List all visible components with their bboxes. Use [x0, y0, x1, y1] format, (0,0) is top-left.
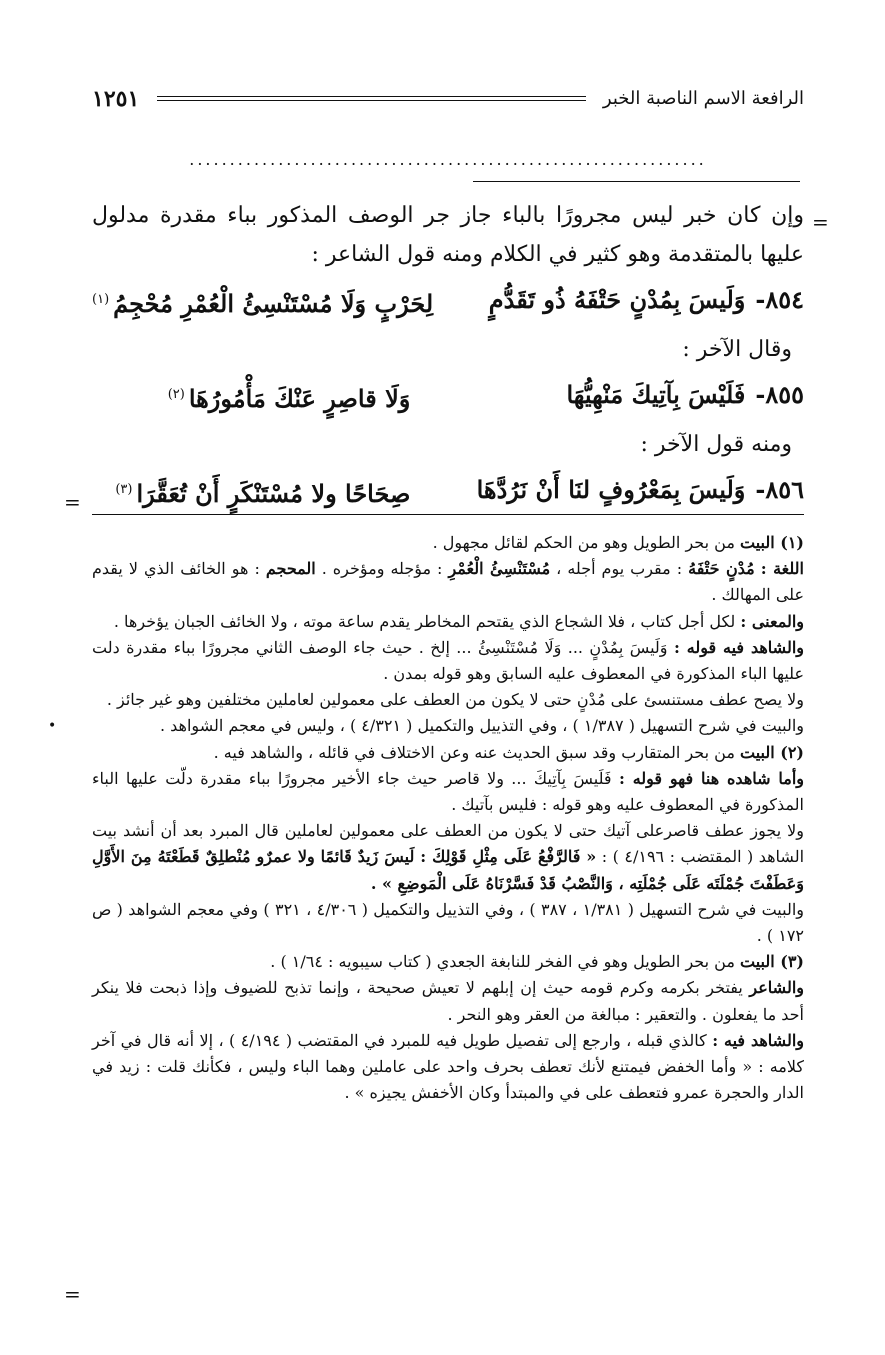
- verse-number: ٨٥٦-: [755, 475, 804, 504]
- footnotes: [92, 530, 804, 1106]
- note-label: (٢) البيت: [740, 742, 804, 762]
- verse-number: ٨٥٤-: [755, 285, 804, 314]
- verse-number: ٨٥٥-: [755, 380, 804, 409]
- note-text: يفتخر بكرمه وكرم قومه حيث إن إبلهم لا تعيش صحيحة ، وإنما تذبح للضيوف وإذا ذبحت فلا ينكر أحد ما يفعلون . والتعقير : مبالغة من العقر وهو النحر .: [92, 978, 804, 1024]
- footnote-2-sources: والبيت في شرح التسهيل ( ١/٣٨١ ، ٣٨٧ ) ، وفي التذييل والتكميل ( ٤/٣٠٦ ، ٣٢١ ) وفي معجم الشواهد ( ص ١٧٢ ) .: [92, 899, 804, 946]
- page-number: ١٢٥١: [92, 86, 140, 112]
- verse-hemistich-2-text: لِحَرْبٍ وَلَا مُسْتَنْسِئُ الْعُمْرِ مُحْجِمُ: [113, 289, 434, 318]
- footnote-2-paragraph: [92, 818, 804, 897]
- note-label: والشاعر: [749, 978, 804, 998]
- note-text: : مؤجله ومؤخره .: [321, 559, 443, 579]
- footnote-2-witness: [92, 766, 804, 818]
- note-label: وأما شاهده هنا فهو قوله :: [618, 768, 805, 788]
- verse-hemistich-2: [92, 464, 430, 520]
- verse-hemistich-1: وَلَيسَ بِمُدْنٍ حَتْفَهُ ذُو تَقَدُّمٍ: [488, 285, 746, 314]
- note-label: (١) البيت: [740, 533, 804, 552]
- note-text: فَلَيسَ بِآتِيكَ ... ولا قاصر حيث جاء الأخير مجرورًا بباء مقدرة دلّت عليها الباء المذكورة في المعطوف عليه وهو قوله : فليس بآتيك .: [92, 768, 804, 815]
- footnote-3-intro: [92, 949, 804, 975]
- note-label: والمعنى :: [740, 611, 804, 631]
- footnote-1-paragraph: ولا يصح عطف مستنسئ على مُدْنٍ حتى لا يكون من العطف على معمولين لعاملين مختلفين وهو غير جائز .: [106, 690, 804, 710]
- verse-hemistich-2: [92, 274, 453, 330]
- margin-dot: •: [48, 718, 57, 734]
- footnote-3-poet: [92, 975, 804, 1027]
- footnote-1-meaning: [92, 609, 804, 635]
- narration-line: وقال الآخر :: [682, 337, 792, 362]
- margin-mark-top-right: =: [812, 210, 829, 234]
- intro-paragraph: وإن كان خبر ليس مجرورًا بالباء جاز جر الوصف المذكور بباء مقدرة مدلول عليها بالمتقدمة وهو كثير في الكلام ومنه قول الشاعر :: [92, 203, 804, 267]
- footnote-ref: (٣): [115, 482, 133, 497]
- footnote-rule: [92, 514, 804, 515]
- verse-hemistich-2-text: صِحَاحًا ولا مُسْتَنْكَرٍ أَنْ تُعَقَّرَا: [136, 479, 411, 508]
- note-label: اللغة :: [760, 559, 805, 579]
- note-term: مُدْنٍ حَتْفَهُ: [688, 559, 755, 579]
- margin-mark-bottom-left: =: [64, 1282, 81, 1306]
- narration-line: ومنه قول الآخر :: [640, 432, 792, 457]
- note-quote: « فَالرَّفْعُ عَلَى مِثْلِ قَوْلِكَ : لَيسَ زَيدٌ قَائمًا ولا عمرٌو مُنْطلِقٌ قَطَعْتَهُ مِنَ الأَوَّلِ وَعَطَفْتَ جُمْلَتَه عَلَى جُمْلَتِه ، وَالنَّصْبُ قَدْ فَسَّرْنَاهُ عَلَى الْمَوضِعِ » .: [92, 847, 804, 893]
- footnote-1-witness: [92, 635, 804, 687]
- footnote-1-intro: [92, 530, 804, 556]
- note-label: والشاهد فيه :: [712, 1030, 805, 1050]
- running-header: [92, 84, 804, 114]
- margin-mark-mid-left: =: [64, 490, 81, 514]
- note-text: ولا يجوز عطف قاصرعلى آتيك حتى لا يكون من العطف على معمولين لعاملين قال المبرد بعد أن أنشد بيت الشاهد ( المقتضب : ٤/١٩٦ ) :: [92, 821, 805, 867]
- note-term: المحجم: [265, 559, 316, 579]
- verse-856: [92, 464, 804, 520]
- note-text: وَلَيسَ بِمُدْنٍ ... وَلَا مُسْتَنْسِئُ ... إلخ . حيث جاء الوصف الثاني مجرورًا بباء مقدرة دلت عليها الباء المذكورة في المعطوف عليه السابق وهو قوله بمدن .: [92, 637, 804, 684]
- footnote-1-lugha: [92, 556, 804, 608]
- note-text: لكل أجل كتاب ، فلا الشجاع الذي يقتحم المخاطر يقدم ساعة موته ، ولا الخائف الجبان يؤخرها .: [113, 611, 736, 631]
- note-text: من بحر الطويل وهو من الحكم لقائل مجهول .: [432, 533, 735, 552]
- note-text: : هو الخائف الذي لا يقدم على المهالك .: [92, 559, 804, 605]
- note-text: من بحر المتقارب وقد سبق الحديث عنه وعن الاختلاف في قائله ، والشاهد فيه .: [213, 742, 735, 762]
- footnote-ref: (١): [92, 292, 110, 307]
- main-text: [92, 196, 804, 520]
- verse-hemistich-2: [92, 369, 430, 425]
- note-label: (٣) البيت: [740, 952, 804, 972]
- footnote-2-intro: [92, 740, 804, 766]
- header-rule: [157, 96, 586, 101]
- footnote-1-sources: والبيت في شرح التسهيل ( ١/٣٨٧ ) ، وفي التذييل والتكميل ( ٤/٣٢١ ) ، وليس في معجم الشواهد .: [159, 716, 804, 736]
- verse-hemistich-1: فَلَيْسَ بِآتِيكَ مَنْهِيُّهَا: [566, 380, 746, 409]
- note-text: من بحر الطويل وهو في الفخر للنابغة الجعدي ( كتاب سيبويه : ١/٦٤ ) .: [270, 952, 735, 972]
- note-term: مُسْتَنْسِئُ الْعُمْرِ: [448, 559, 551, 579]
- note-label: والشاهد فيه قوله :: [673, 637, 805, 657]
- verse-854: [92, 274, 804, 330]
- note-text: : مقرب يوم أجله ،: [556, 559, 683, 579]
- footnote-3-witness: [92, 1028, 804, 1107]
- verse-hemistich-1: وَلَيسَ بِمَعْرُوفٍ لنَا أَنْ نَرُدَّهَا: [476, 475, 746, 504]
- header-title: الرافعة الاسم الناصبة الخبر: [602, 88, 804, 109]
- section-rule: [473, 181, 800, 182]
- footnote-ref: (٢): [167, 387, 185, 402]
- separator-dots: ................................................................: [189, 150, 707, 169]
- verse-hemistich-2-text: وَلَا قاصِرٍ عَنْكَ مَأْمُورُهَا: [188, 384, 411, 413]
- verse-855: [92, 369, 804, 425]
- note-text: كالذي قبله ، وارجع إلى تفصيل طويل فيه للمبرد في المقتضب ( ٤/١٩٤ ) ، إلا أنه قال في آخر كلامه : « وأما الخفض فيمتنع لأنك تعطف بحرف واحد على عاملين وهما الباء وليس ، فكأنك قلت : زيد في الدار والحجرة عمرو فتعطف على في والمبتدأ وكان الأخفش يجيزه » .: [92, 1030, 804, 1103]
